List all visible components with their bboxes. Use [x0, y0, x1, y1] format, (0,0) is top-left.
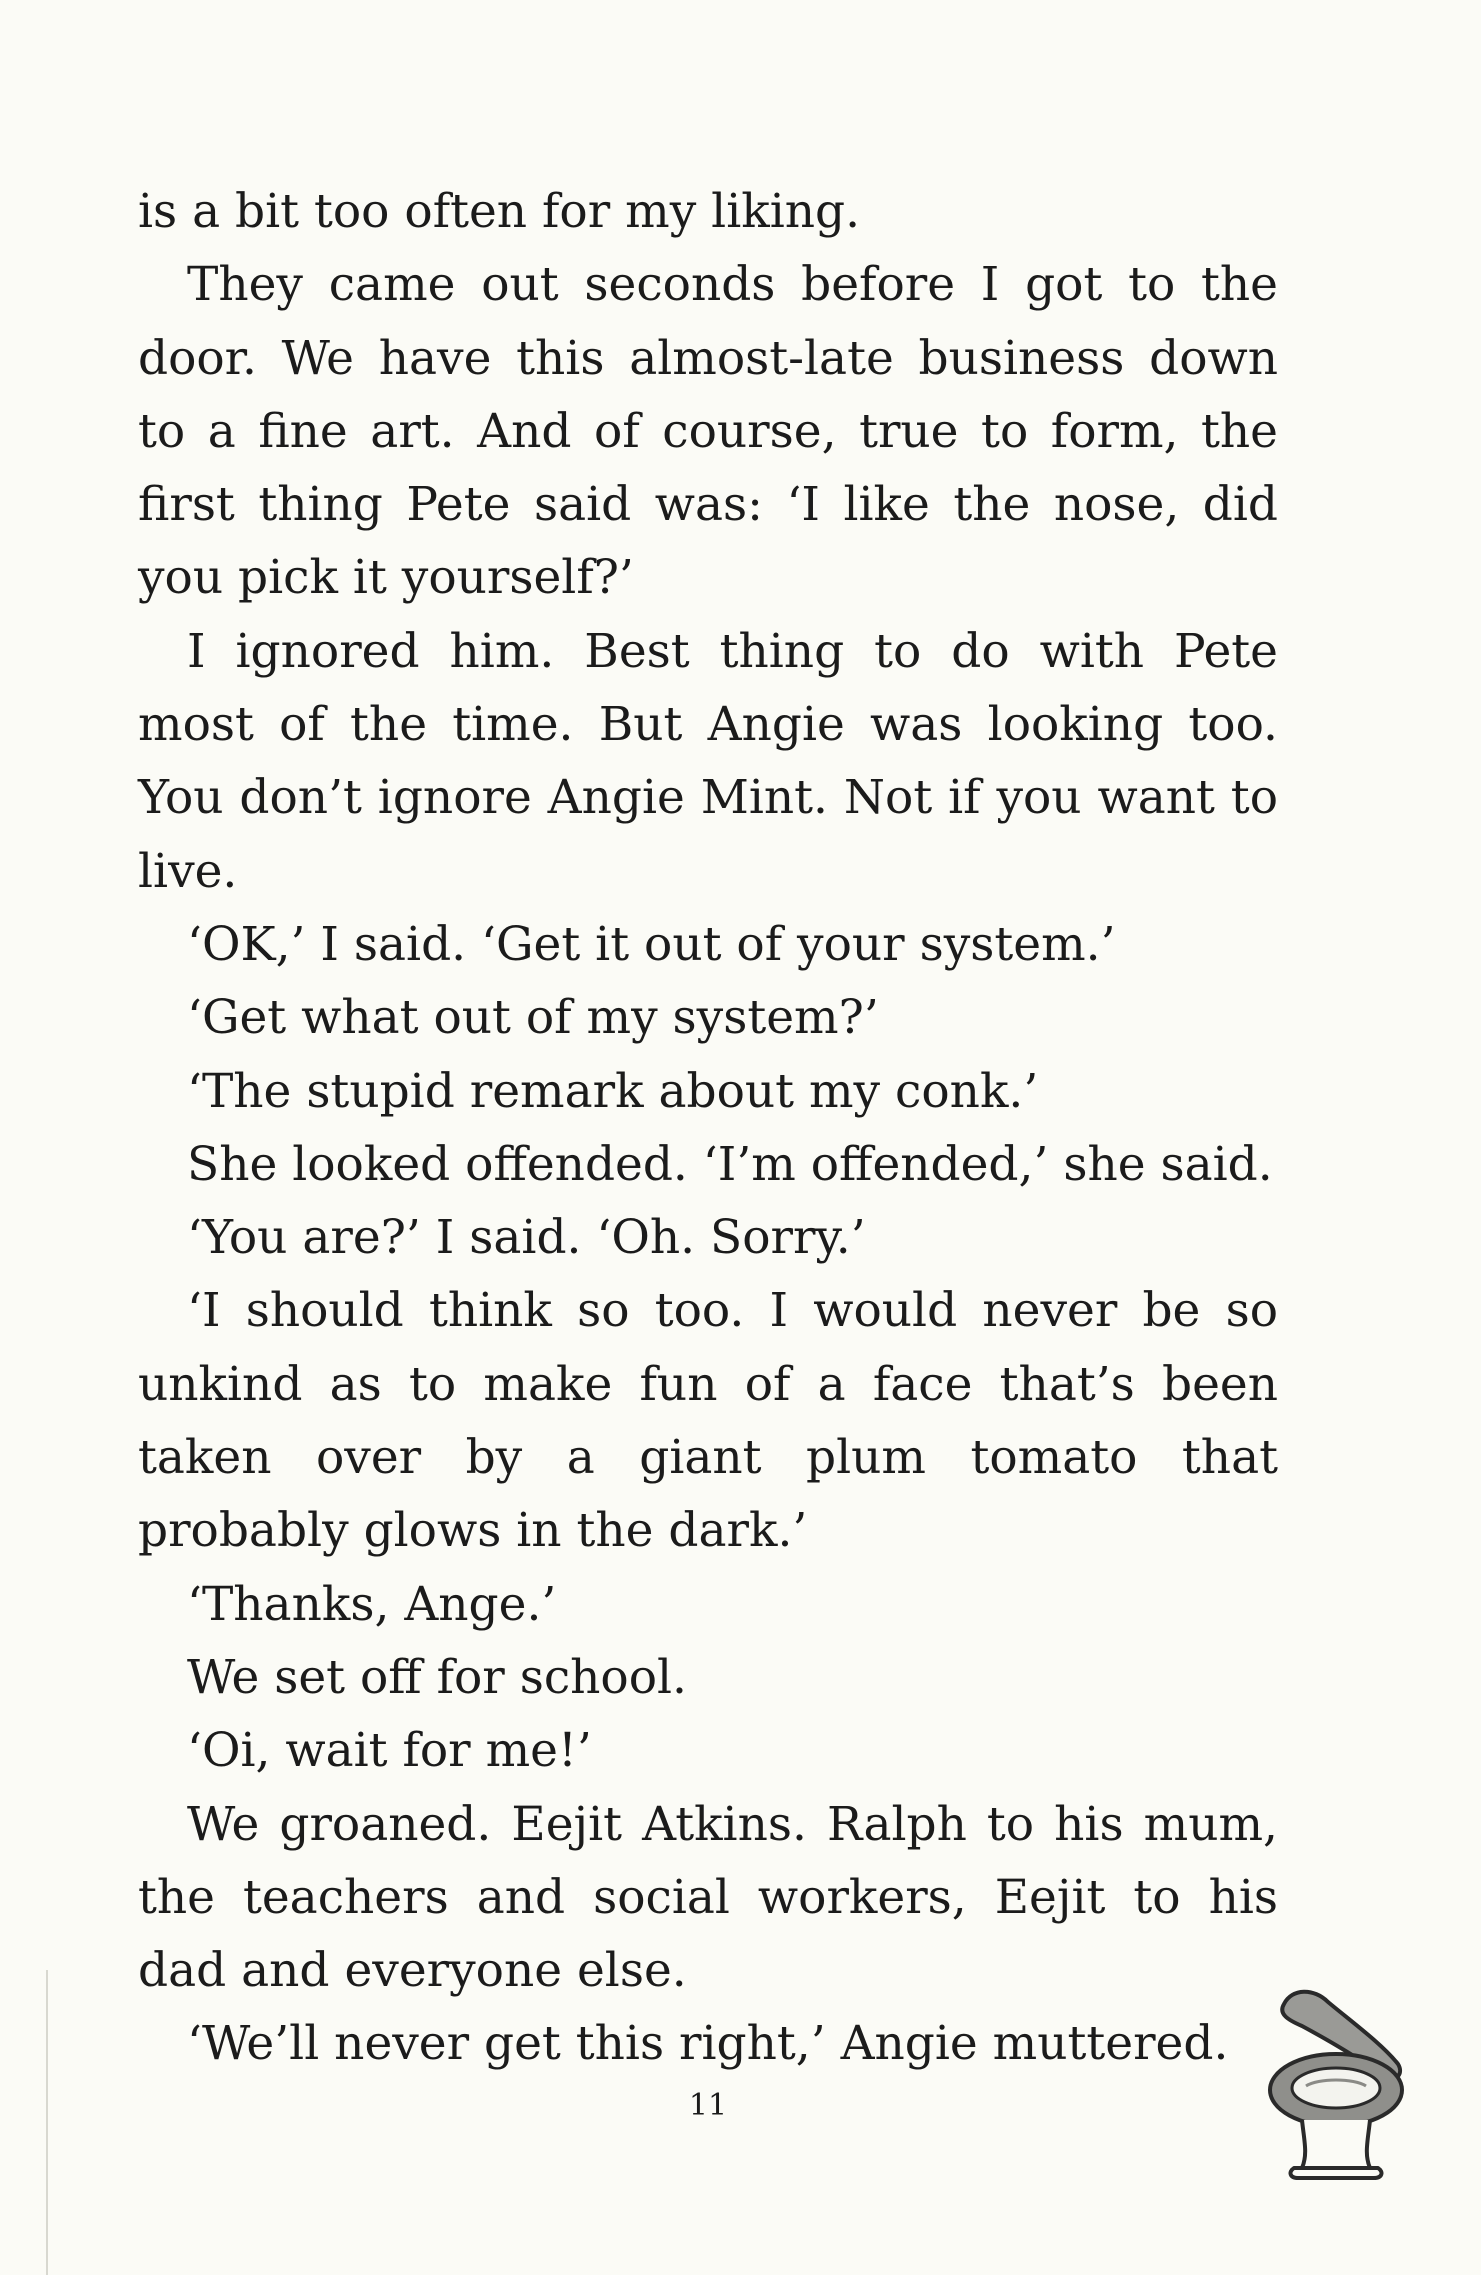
paragraph-9: ‘I should think so too. I would never be so unkind as to make fun of a face that’s been taken over by a giant plum tomato that probably glows in the dark.’: [138, 1283, 1278, 1559]
page-edge-line: [46, 1970, 48, 2275]
paragraph-8: ‘You are?’ I said. ‘Oh. Sorry.’: [187, 1210, 866, 1266]
paragraph-10: ‘Thanks, Ange.’: [187, 1576, 557, 1632]
paragraph-4: ‘OK,’ I said. ‘Get it out of your system.’: [187, 916, 1116, 972]
paragraph-1: is a bit too often for my liking.: [138, 184, 861, 239]
paragraph-11: We set off for school.: [187, 1649, 687, 1705]
page-number: 11: [688, 2088, 728, 2123]
paragraph-7: She looked offended. ‘I’m offended,’ she said.: [187, 1136, 1273, 1192]
paragraph-12: ‘Oi, wait for me!’: [187, 1723, 592, 1779]
toilet-icon: [1262, 1982, 1412, 2182]
paragraph-14: ‘We’ll never get this right,’ Angie muttered.: [187, 2016, 1229, 2072]
paragraph-13: We groaned. Eejit Atkins. Ralph to his mum, the teachers and social workers, Eejit to his dad and everyone else.: [138, 1796, 1278, 1999]
body-text: [138, 175, 1278, 2081]
paragraph-6: ‘The stupid remark about my conk.’: [187, 1063, 1039, 1119]
paragraph-5: ‘Get what out of my system?’: [187, 990, 879, 1046]
paragraph-3: I ignored him. Best thing to do with Pete most of the time. But Angie was looking too. You don’t ignore Angie Mint. Not if you want to live.: [138, 623, 1278, 899]
paragraph-2: They came out seconds before I got to the door. We have this almost-late business down to a fine art. And of course, true to form, the first thing Pete said was: ‘I like the nose, did you pick it yourself?’: [138, 257, 1278, 606]
